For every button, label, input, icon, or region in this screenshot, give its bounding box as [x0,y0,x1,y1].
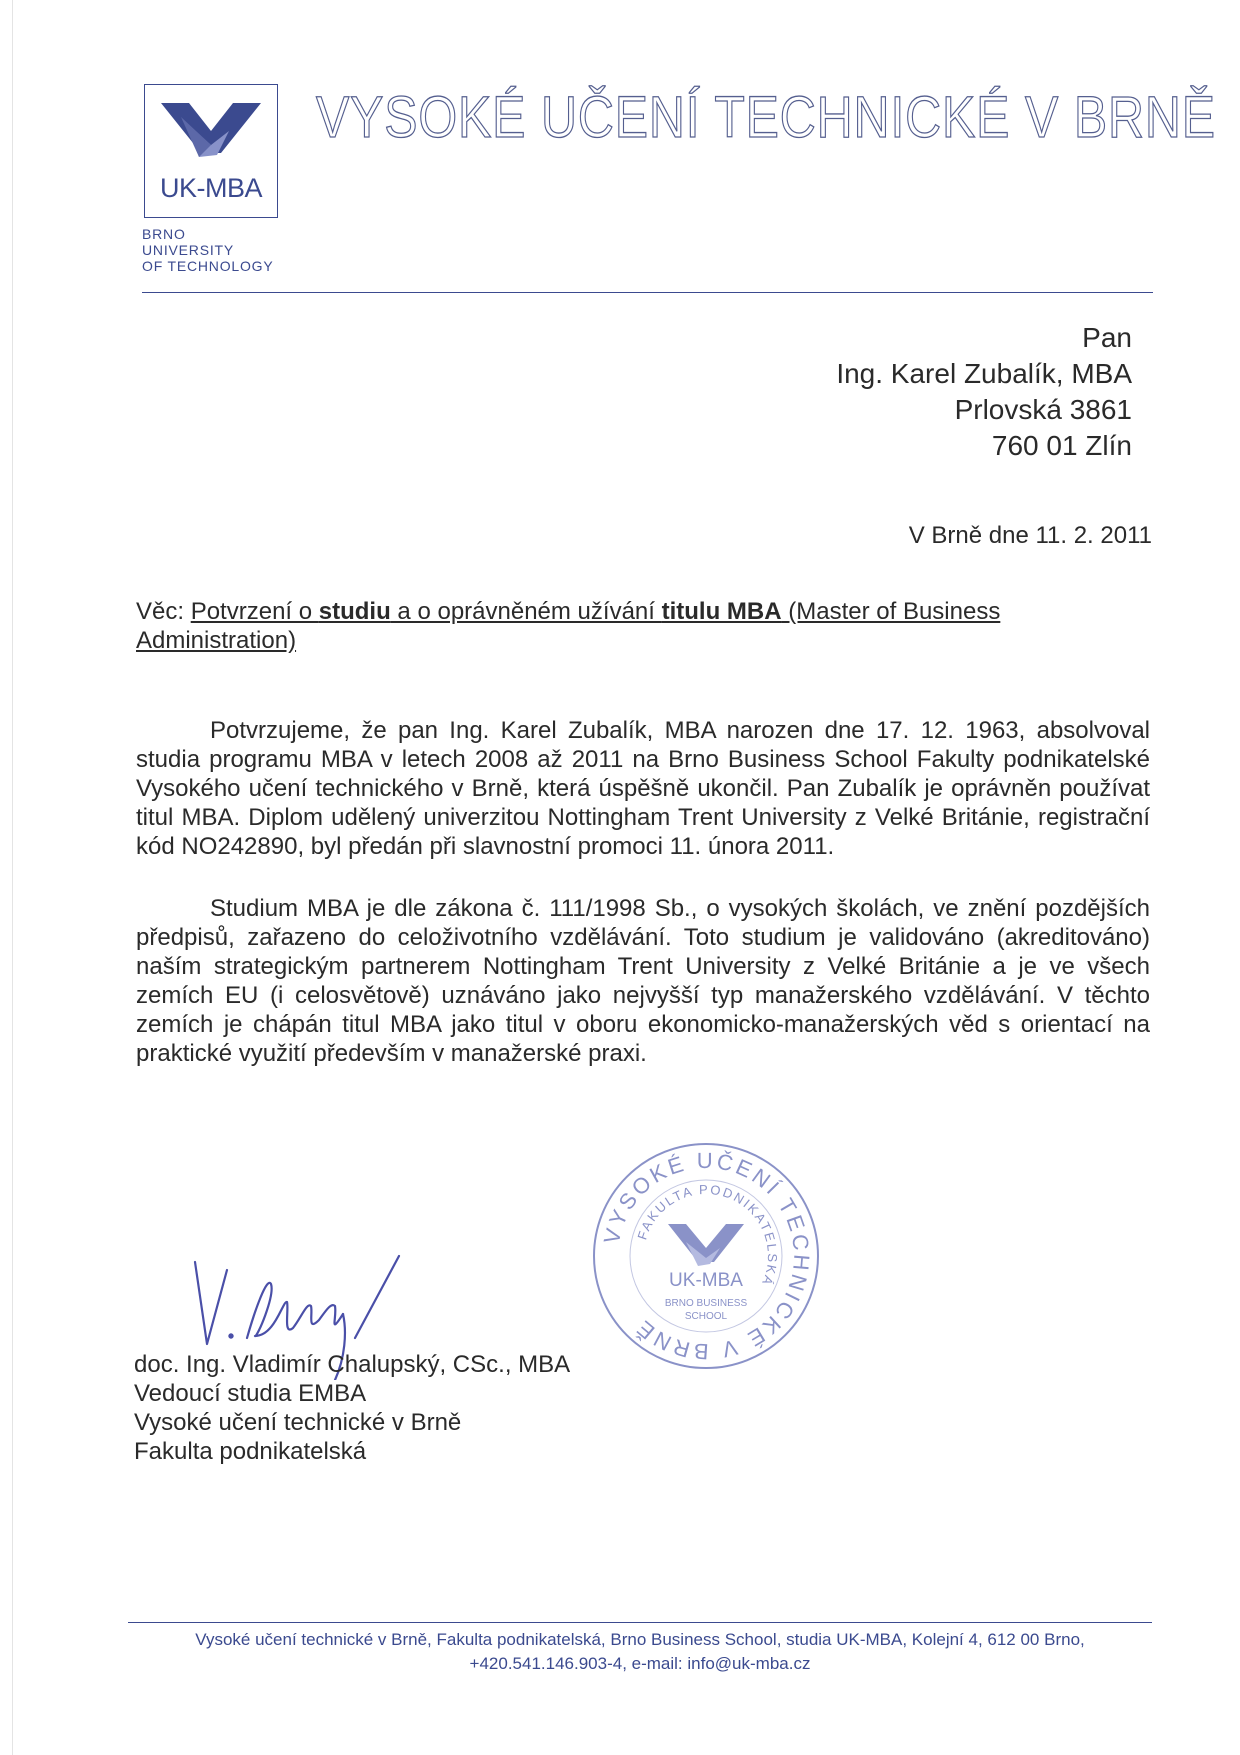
univ-line: UNIVERSITY [142,242,235,258]
addressee-block [836,320,1132,464]
stamp-school-line-2: SCHOOL [684,1311,728,1322]
date-line: V Brně dne 11. 2. 2011 [908,522,1152,549]
subject-text-1: Potvrzení o [190,598,319,625]
univ-line: BRNO [142,226,186,242]
footer [128,1628,1152,1676]
logo-text: UK-MBA [159,173,262,203]
header-divider [142,292,1153,293]
subject-text-2: a o oprávněném užívání [390,598,662,625]
signatory-name: doc. Ing. Vladimír Chalupský, CSc., MBA [134,1351,571,1378]
stamp-inner-text: FAKULTA PODNIKATELSKÁ [634,1181,781,1289]
subject-label: Věc: [136,598,191,625]
subject-line [136,597,1066,655]
addressee-salutation: Pan [1082,322,1132,353]
university-english-name [142,226,274,274]
eagle-logo-icon [159,95,263,167]
stamp-eagle-icon [668,1224,744,1266]
subject-bold-1: studiu [318,598,391,625]
stamp-outer-text: VYSOKÉ UČENÍ TECHNICKÉ V BRNĚ [598,1147,815,1365]
univ-line: OF TECHNOLOGY [142,258,274,274]
body-paragraph-1: Potvrzujeme, že pan Ing. Karel Zubalík, MBA narozen dne 17. 12. 1963, absolvoval studia programu MBA v letech 2008 až 2011 na Brno Business School Fakulty podnikatelské Vysokého učení technického v Brně, která úspěšně ukončil. Pan Zubalík je oprávněn používat titul MBA. Diplom udělený univerzitou Nottingham Trent University z Velké Británie, registrační kód NO242890, byl předán při slavnostní promoci 11. února 2011. [136,717,1150,860]
university-stamp [586,1136,826,1376]
stamp-logo-text: UK-MBA [669,1270,743,1291]
footer-divider [128,1622,1152,1623]
addressee-city: 760 01 Zlín [991,430,1132,461]
addressee-name: Ing. Karel Zubalík, MBA [836,358,1132,389]
subject-bold-2: titulu MBA [661,598,782,625]
body-paragraph-2: Studium MBA je dle zákona č. 111/1998 Sb., o vysokých školách, ve znění pozdějších předpisů, zařazeno do celoživotního vzdělávání. Toto studium je validováno (akreditováno) naším strategickým partnerem Nottingham Trent University z Velké Británie a je ve všech zemích EU (i celosvětově) uznáváno jako nejvyšší typ manažerského vzdělávání. V těchto zemích je chápán titul MBA jako titul v oboru ekonomicko-manažerských věd s orientací na praktické využití především v manažerské praxi. [136,895,1150,1067]
footer-address: Vysoké učení technické v Brně, Fakulta podnikatelská, Brno Business School, studia UK-MBA, Kolejní 4, 612 00 Brno, [195,1630,1085,1649]
signatory-institution: Vysoké učení technické v Brně [134,1409,462,1436]
subject-text-3: (Master of Business Administration) [136,598,1001,654]
university-title: VYSOKÉ UČENÍ TECHNICKÉ V BRNĚ [316,85,1216,150]
page-edge-line [12,0,13,1755]
signatory-role: Vedoucí studia EMBA [134,1380,367,1407]
signature-block [134,1350,570,1466]
footer-contact: +420.541.146.903-4, e-mail: info@uk-mba.cz [469,1654,811,1673]
signatory-faculty: Fakulta podnikatelská [134,1438,367,1465]
uk-mba-logo [144,84,278,218]
addressee-street: Prlovská 3861 [954,394,1132,425]
stamp-school-line-1: BRNO BUSINESS [664,1298,748,1309]
